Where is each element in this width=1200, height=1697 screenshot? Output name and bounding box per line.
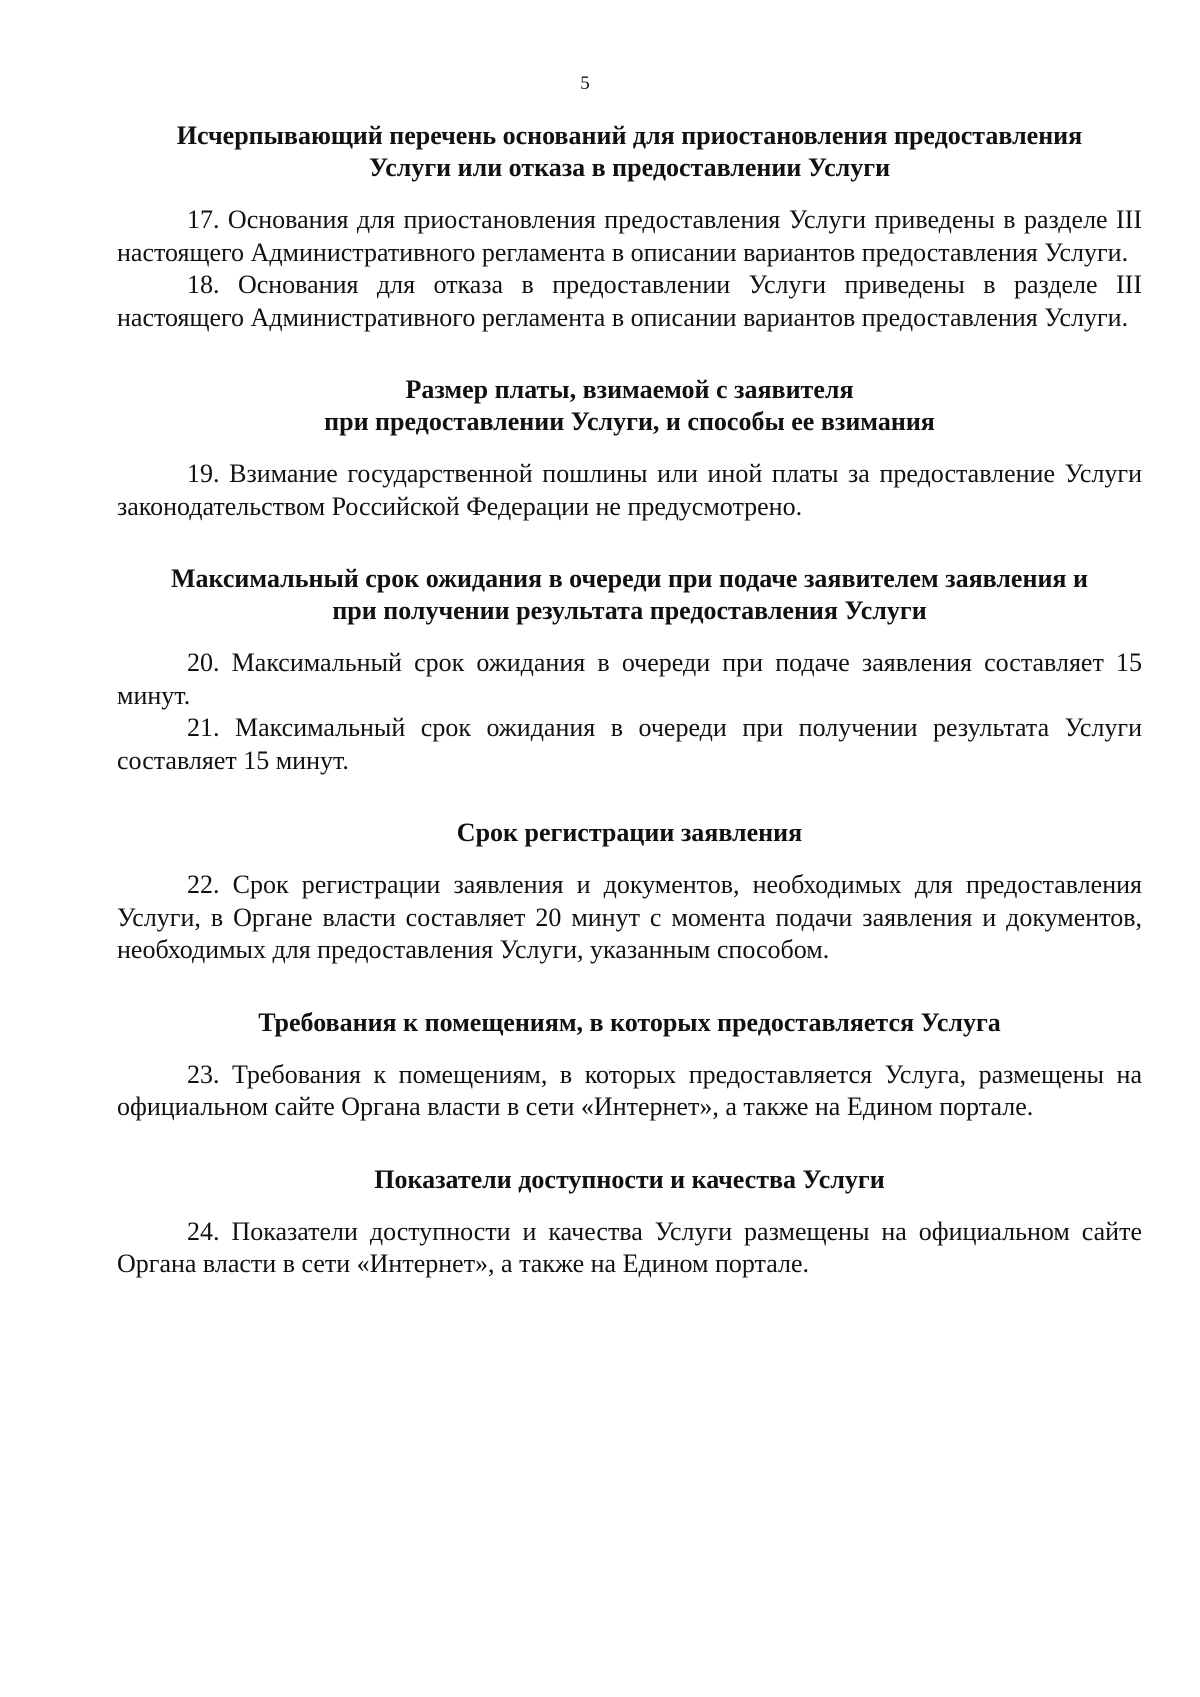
section-heading	[117, 1164, 1142, 1196]
paragraph-18: 18. Основания для отказа в предоставлении Услуги приведены в разделе III настоящего Административного регламента в описании вариантов предоставления Услуги.	[117, 270, 1142, 332]
section-suspension-refusal	[117, 120, 1142, 334]
page-number: 5	[580, 73, 590, 94]
paragraph-21: 21. Максимальный срок ожидания в очереди при получении результата Услуги составляет 15 минут.	[117, 713, 1142, 775]
heading-line: при получении результата предоставления Услуги	[332, 596, 927, 625]
heading-line: Размер платы, взимаемой с заявителя	[405, 375, 854, 404]
section-heading	[117, 1007, 1142, 1039]
section-registration-time	[117, 817, 1142, 967]
section-heading	[117, 374, 1142, 438]
section-quality-indicators	[117, 1164, 1142, 1281]
section-fee	[117, 374, 1142, 523]
heading-line: Требования к помещениям, в которых предоставляется Услуга	[258, 1007, 1001, 1037]
heading-line: Показатели доступности и качества Услуги	[374, 1164, 885, 1194]
heading-line: Исчерпывающий перечень оснований для приостановления предоставления	[176, 121, 1083, 150]
heading-line: Максимальный срок ожидания в очереди при подаче заявителем заявления и	[171, 564, 1088, 593]
document-body	[117, 120, 1142, 1281]
paragraph-24: 24. Показатели доступности и качества Услуги размещены на официальном сайте Органа власти в сети «Интернет», а также на Едином портале.	[117, 1216, 1142, 1278]
paragraph-23: 23. Требования к помещениям, в которых предоставляется Услуга, размещены на официальном сайте Органа власти в сети «Интернет», а также на Едином портале.	[117, 1059, 1142, 1121]
section-premises	[117, 1007, 1142, 1124]
heading-line: Услуги или отказа в предоставлении Услуги	[368, 153, 891, 182]
paragraph-17: 17. Основания для приостановления предоставления Услуги приведены в разделе III настоящего Административного регламента в описании вариантов предоставления Услуги.	[117, 205, 1142, 267]
heading-line: при предоставлении Услуги, и способы ее взимания	[324, 407, 935, 436]
paragraph-19: 19. Взимание государственной пошлины или иной платы за предоставление Услуги законодательством Российской Федерации не предусмотрено.	[117, 459, 1142, 521]
section-queue-time	[117, 563, 1142, 777]
paragraph-20: 20. Максимальный срок ожидания в очереди при подаче заявления составляет 15 минут.	[117, 648, 1142, 710]
section-heading	[117, 817, 1142, 849]
section-heading	[117, 563, 1142, 627]
section-heading	[117, 120, 1142, 184]
heading-line: Срок регистрации заявления	[456, 818, 803, 847]
paragraph-22: 22. Срок регистрации заявления и документов, необходимых для предоставления Услуги, в Органе власти составляет 20 минут с момента подачи заявления и документов, необходимых для предоставления Услуги, указанным способом.	[117, 870, 1142, 964]
